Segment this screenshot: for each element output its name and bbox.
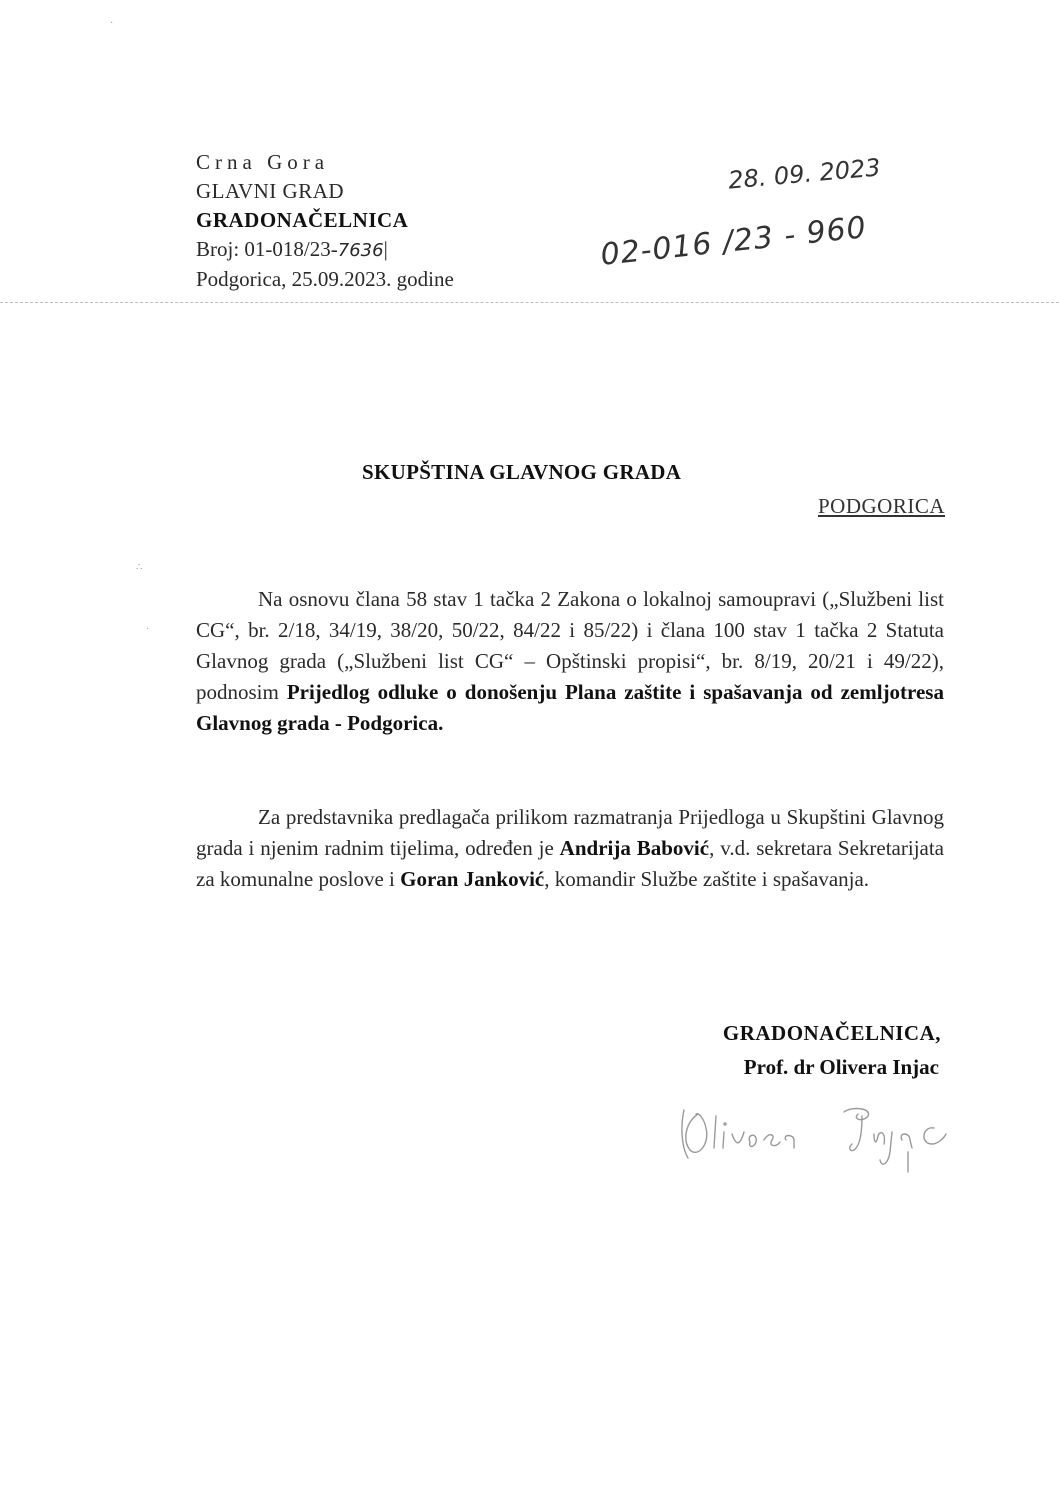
paragraph-2-text-1: Za predstavnika predlagača prilikom razmatranja Prijedloga u Skupštini Glavnog grada i njenim radnim tijelima, određen je bbox=[196, 805, 944, 860]
letterhead-office: GRADONAČELNICA bbox=[196, 208, 409, 232]
paragraph-2-text-2: , v.d. sekretara Sekretarijata za komunalne poslove i bbox=[196, 836, 945, 891]
letterhead-country: Crna Gora bbox=[196, 150, 330, 174]
addressee-city: PODGORICA bbox=[817, 494, 945, 518]
handwritten-signature bbox=[676, 1092, 976, 1182]
letterhead-place-date: Podgorica, 25.09.2023. godine bbox=[196, 267, 454, 291]
letterhead-number-handwritten: 7636 bbox=[337, 240, 384, 261]
paragraph-legal-basis bbox=[196, 584, 944, 739]
paragraph-1-proposal-title: Prijedlog odluke o donošenju Plana zaštite i spašavanja od zemljotresa Glavnog grada - Podgorica. bbox=[196, 680, 944, 735]
paragraph-representatives bbox=[196, 802, 944, 895]
paragraph-1-text: Na osnovu člana 58 stav 1 tačka 2 Zakona o lokalnoj samoupravi („Službeni list CG“, br. 2/18, 34/19, 38/20, 50/22, 84/22 i 85/22) i člana 100 stav 1 tačka 2 Statuta Glavnog grada („Službeni list CG“ – Opštinski propisi“, br. 8/19, 20/21 i 49/22), podnosim bbox=[196, 587, 944, 704]
representative-name-1: Andrija Babović bbox=[559, 836, 710, 860]
signatory-name: Prof. dr Olivera Injac bbox=[743, 1055, 939, 1079]
representative-name-2: Goran Janković bbox=[400, 867, 545, 891]
receipt-stamp-registration-number: 02-016 /23 - 960 bbox=[598, 210, 869, 273]
addressee-name: SKUPŠTINA GLAVNOG GRADA bbox=[362, 460, 682, 484]
scan-speck: · bbox=[146, 624, 150, 635]
letterhead-number-mark: | bbox=[383, 237, 388, 261]
signatory-title: GRADONAČELNICA, bbox=[722, 1021, 941, 1045]
scan-divider-line bbox=[0, 302, 1059, 303]
letterhead-number-label: Broj: 01-018/23- bbox=[196, 237, 338, 261]
letterhead-city-authority: GLAVNI GRAD bbox=[196, 179, 345, 203]
letterhead bbox=[196, 148, 454, 294]
letterhead-number bbox=[196, 235, 454, 265]
paragraph-2-text-3: , komandir Službe zaštite i spašavanja. bbox=[544, 867, 870, 891]
receipt-stamp-date: 28. 09. 2023 bbox=[727, 153, 882, 195]
signature-block bbox=[723, 1016, 941, 1084]
scan-speck: ∴ bbox=[136, 562, 143, 573]
scan-speck: · bbox=[110, 18, 114, 29]
